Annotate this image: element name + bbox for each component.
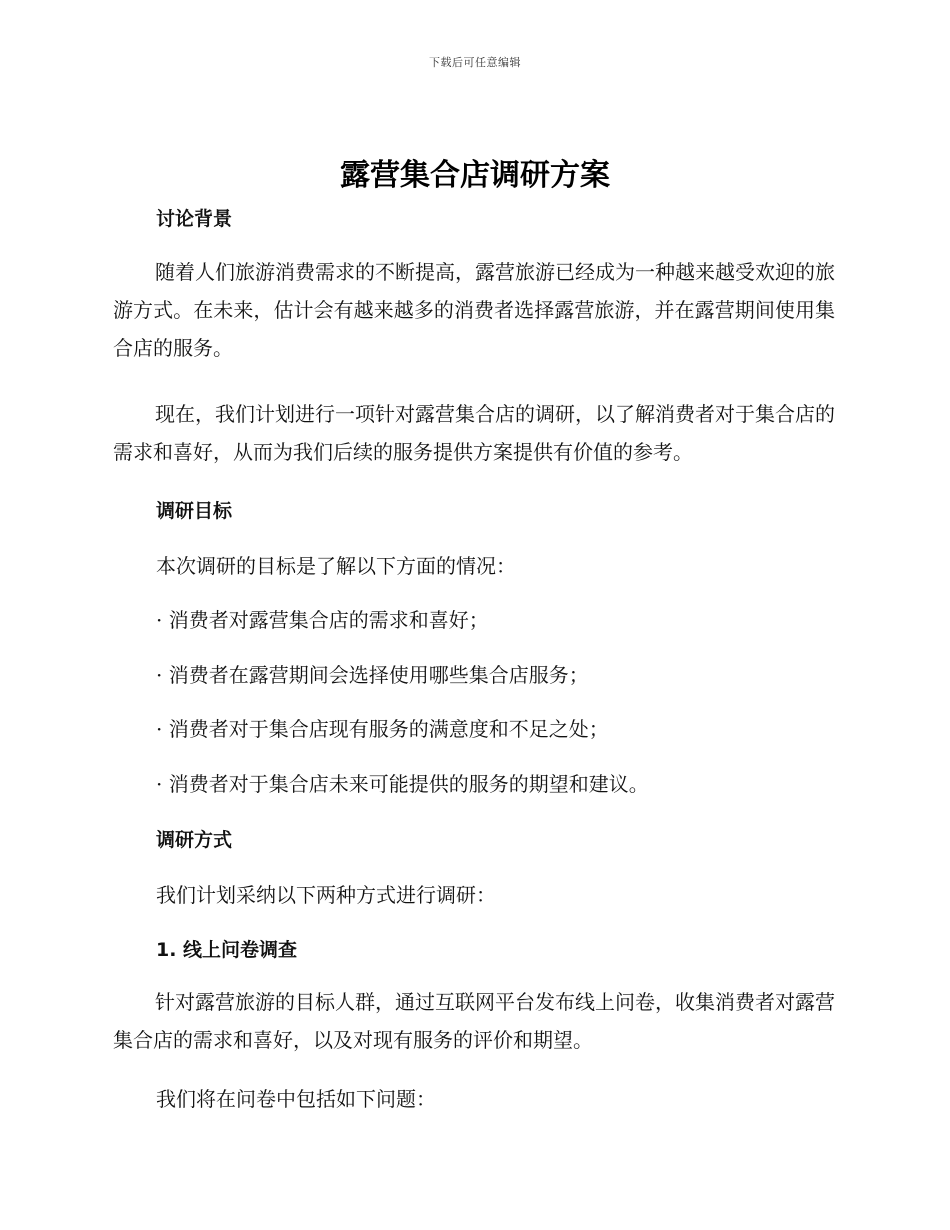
online-survey-questions-intro: 我们将在问卷中包括如下问题： <box>156 1087 436 1111</box>
goals-item-3-block <box>113 714 835 744</box>
subsection-heading-online-survey: 1. 线上问卷调查 <box>156 939 298 961</box>
background-paragraph-2-block <box>113 395 835 471</box>
document-title: 露营集合店调研方案 <box>340 158 610 193</box>
goals-list-item: · 消费者对露营集合店的需求和喜好； <box>156 608 489 632</box>
section-heading-methods: 调研方式 <box>156 829 233 851</box>
goals-intro-block <box>113 551 835 581</box>
goals-list-item: · 消费者对于集合店未来可能提供的服务的期望和建议。 <box>156 772 649 796</box>
methods-sub1-heading-block <box>113 936 835 964</box>
methods-sub1-paragraph-block <box>113 983 835 1059</box>
goals-list-item: · 消费者在露营期间会选择使用哪些集合店服务； <box>156 663 589 687</box>
section-heading-background: 讨论背景 <box>156 208 233 230</box>
section-goals <box>113 497 835 525</box>
section-methods <box>113 826 835 854</box>
methods-sub1-paragraph-2-block <box>113 1084 835 1114</box>
methods-intro-block <box>113 880 835 910</box>
online-survey-paragraph: 针对露营旅游的目标人群，通过互联网平台发布线上问卷，收集消费者对露营集合店的需求和喜好，以及对现有服务的评价和期望。 <box>113 990 835 1052</box>
header-note: 下载后可任意编辑 <box>429 56 521 69</box>
background-paragraph-2: 现在，我们计划进行一项针对露营集合店的调研，以了解消费者对于集合店的需求和喜好，从而为我们后续的服务提供方案提供有价值的参考。 <box>113 402 835 464</box>
background-paragraph-1-block <box>113 253 835 367</box>
section-heading-goals: 调研目标 <box>156 500 233 522</box>
goals-item-4-block <box>113 769 835 799</box>
goals-intro: 本次调研的目标是了解以下方面的情况： <box>156 554 516 578</box>
section-background <box>113 205 835 233</box>
background-paragraph-1: 随着人们旅游消费需求的不断提高，露营旅游已经成为一种越来越受欢迎的旅游方式。在未来，估计会有越来越多的消费者选择露营旅游，并在露营期间使用集合店的服务。 <box>113 260 835 360</box>
goals-list-item: · 消费者对于集合店现有服务的满意度和不足之处； <box>156 717 609 741</box>
goals-item-2-block <box>113 660 835 690</box>
methods-intro: 我们计划采纳以下两种方式进行调研： <box>156 883 496 907</box>
goals-item-1-block <box>113 605 835 635</box>
